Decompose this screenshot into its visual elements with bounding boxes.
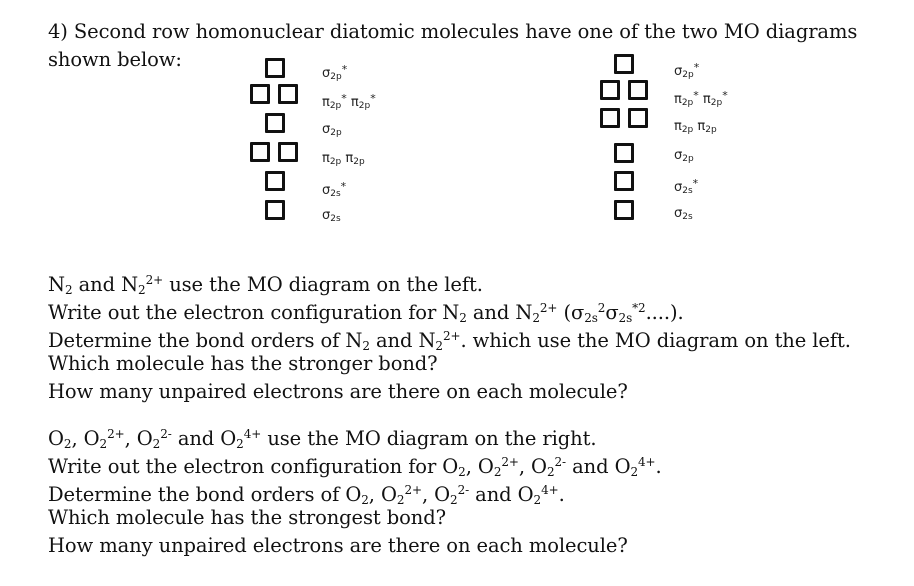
orbital-box xyxy=(614,54,634,74)
s1-line4: Which molecule has the stronger bond? xyxy=(48,352,438,375)
s1-line1: $N_2$ and $N_2^{2+}$ use the MO diagram on the left. xyxy=(48,273,483,297)
orbital-box xyxy=(278,84,298,104)
label-pi-2p: $\pi_{2p}$ $\pi_{2p}$ xyxy=(674,119,717,135)
label-pi-2p-star: $\pi_{2p}^*$ $\pi_{2p}^*$ xyxy=(322,92,376,111)
s1-line3: Determine the bond orders of $N_2$ and $N_2^{2+}$. which use the MO diagram on the left. xyxy=(48,329,851,353)
label-pi-2p: $\pi_{2p}$ $\pi_{2p}$ xyxy=(322,151,365,167)
s2-line3: Determine the bond orders of $O_2$, $O_2^{2+}$, $O_2^{2-}$ and $O_2^{4+}$. xyxy=(48,483,565,507)
orbital-box xyxy=(628,80,648,100)
orbital-box xyxy=(600,108,620,128)
orbital-box xyxy=(614,143,634,163)
orbital-box xyxy=(628,108,648,128)
orbital-box xyxy=(265,58,285,78)
label-sigma-2s: $\sigma_{2s}$ xyxy=(674,206,693,222)
orbital-box xyxy=(250,84,270,104)
question-title-cont: shown below: xyxy=(48,48,182,71)
label-sigma-2p-star: $\sigma_{2p}^*$ xyxy=(674,61,700,80)
orbital-box xyxy=(265,171,285,191)
label-pi-2p-star: $\pi_{2p}^*$ $\pi_{2p}^*$ xyxy=(674,89,728,108)
label-sigma-2s-star: $\sigma_{2s}^*$ xyxy=(322,180,347,199)
s2-line1: $O_2$, $O_2^{2+}$, $O_2^{2-}$ and $O_2^{4+}$ use the MO diagram on the right. xyxy=(48,427,597,451)
label-sigma-2p: $\sigma_{2p}$ xyxy=(674,148,694,164)
orbital-box xyxy=(600,80,620,100)
s1-line2: Write out the electron configuration for $N_2$ and $N_2^{2+}$ $(\sigma_{2s}^2\sigma_{2s}^{*2}....)$. xyxy=(48,301,684,325)
question-title: 4) Second row homonuclear diatomic molecules have one of the two MO diagrams xyxy=(48,20,858,43)
orbital-box xyxy=(614,171,634,191)
label-sigma-2s-star: $\sigma_{2s}^*$ xyxy=(674,177,699,196)
label-sigma-2s: $\sigma_{2s}$ xyxy=(322,208,341,224)
orbital-box xyxy=(265,200,285,220)
s2-line4: Which molecule has the strongest bond? xyxy=(48,506,446,529)
label-sigma-2p: $\sigma_{2p}$ xyxy=(322,122,342,138)
s2-line5: How many unpaired electrons are there on each molecule? xyxy=(48,534,628,557)
orbital-box xyxy=(278,142,298,162)
orbital-box xyxy=(614,200,634,220)
s1-line5: How many unpaired electrons are there on each molecule? xyxy=(48,380,628,403)
s2-line2: Write out the electron configuration for $O_2$, $O_2^{2+}$, $O_2^{2-}$ and $O_2^{4+}$. xyxy=(48,455,662,479)
label-sigma-2p-star: $\sigma_{2p}^*$ xyxy=(322,63,348,82)
orbital-box xyxy=(265,113,285,133)
orbital-box xyxy=(250,142,270,162)
